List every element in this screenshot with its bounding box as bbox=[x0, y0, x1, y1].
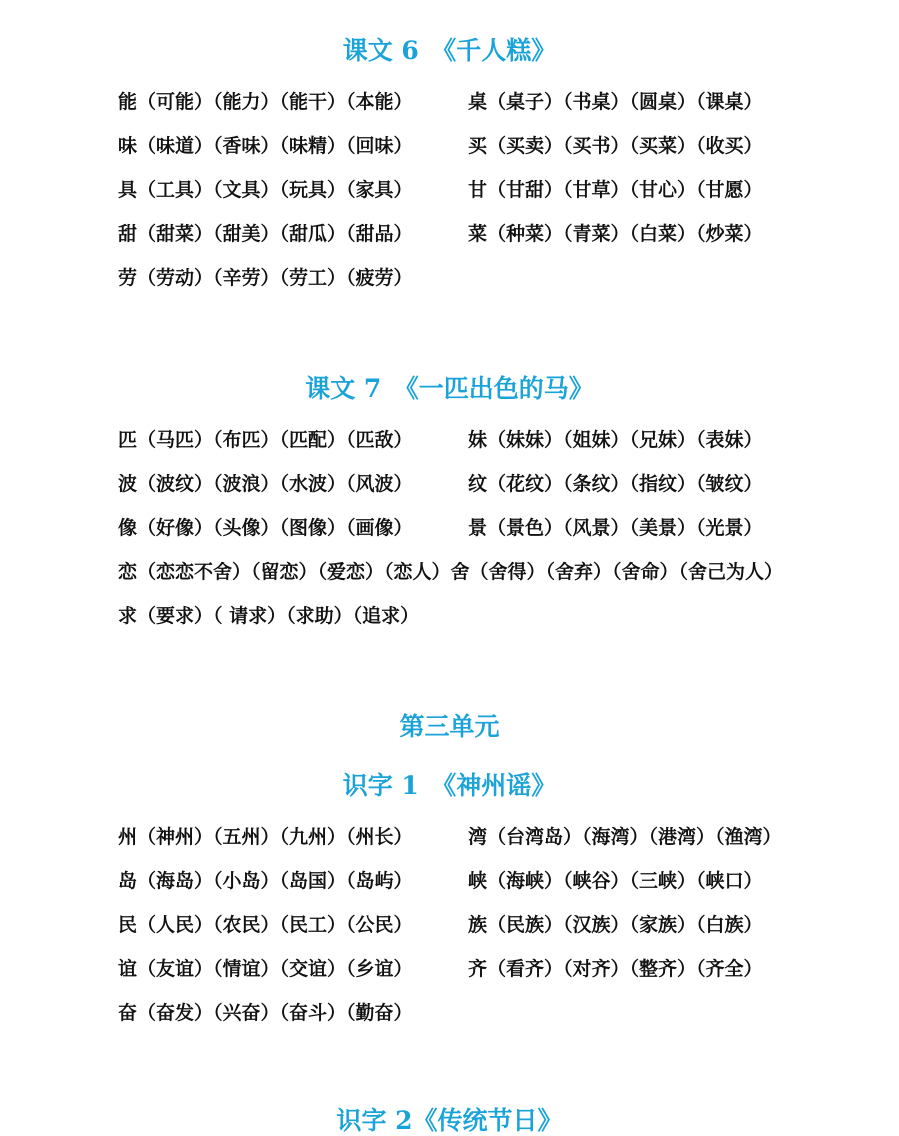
word-entry: 菜（种菜）（青菜）（白菜）（炒菜） bbox=[468, 223, 763, 245]
lesson6-title: 课文 6 《千人糕》 bbox=[342, 36, 557, 65]
word-entry: 桌（桌子）（书桌）（圆桌）（课桌） bbox=[468, 91, 763, 113]
word-entry: 峡（海峡）（峡谷）（三峡）（峡口） bbox=[468, 870, 763, 892]
word-entry: 像（好像）（头像）（图像）（画像） bbox=[118, 517, 413, 539]
literacy2-title: 识字 2《传统节日》 bbox=[336, 1106, 563, 1135]
word-entry: 州（神州）（五州）（九州）（州长） bbox=[118, 826, 413, 848]
word-entry: 谊（友谊）（情谊）（交谊）（乡谊） bbox=[118, 958, 413, 980]
word-entry: 民（人民）（农民）（民工）（公民） bbox=[118, 914, 413, 936]
word-entry: 甘（甘甜）（甘草）（甘心）（甘愿） bbox=[468, 179, 763, 201]
word-entry: 劳（劳动）（辛劳）（劳工）（疲劳） bbox=[118, 267, 413, 289]
word-entry: 求（要求）（ 请求）（求助）（追求） bbox=[118, 605, 420, 627]
word-entry: 湾（台湾岛）（海湾）（港湾）（渔湾） bbox=[468, 826, 782, 848]
word-entry: 恋（恋恋不舍）（留恋）（爱恋）（恋人）舍（舍得）（舍弃）（舍命）（舍己为人） bbox=[118, 561, 784, 583]
word-entry: 能（可能）（能力）（能干）（本能） bbox=[118, 91, 413, 113]
word-entry: 买（买卖）（买书）（买菜）（收买） bbox=[468, 135, 763, 157]
word-entry: 齐（看齐）（对齐）（整齐）（齐全） bbox=[468, 958, 763, 980]
word-entry: 具（工具）（文具）（玩具）（家具） bbox=[118, 179, 413, 201]
word-entry: 岛（海岛）（小岛）（岛国）（岛屿） bbox=[118, 870, 413, 892]
word-entry: 匹（马匹）（布匹）（匹配）（匹敌） bbox=[118, 429, 413, 451]
word-entry: 纹（花纹）（条纹）（指纹）（皱纹） bbox=[468, 473, 763, 495]
unit3-title: 第三单元 bbox=[399, 712, 500, 741]
word-entry: 味（味道）（香味）（味精）（回味） bbox=[118, 135, 413, 157]
word-entry: 族（民族）（汉族）（家族）（白族） bbox=[468, 914, 763, 936]
word-entry: 景（景色）（风景）（美景）（光景） bbox=[468, 517, 763, 539]
word-entry: 妹（妹妹）（姐妹）（兄妹）（表妹） bbox=[468, 429, 763, 451]
word-entry: 奋（奋发）（兴奋）（奋斗）（勤奋） bbox=[118, 1002, 413, 1024]
literacy1-title: 识字 1 《神州谣》 bbox=[342, 771, 557, 800]
word-entry: 波（波纹）（波浪）（水波）（风波） bbox=[118, 473, 413, 495]
lesson7-title: 课文 7 《一匹出色的马》 bbox=[305, 374, 594, 403]
word-entry: 甜（甜菜）（甜美）（甜瓜）（甜品） bbox=[118, 223, 413, 245]
